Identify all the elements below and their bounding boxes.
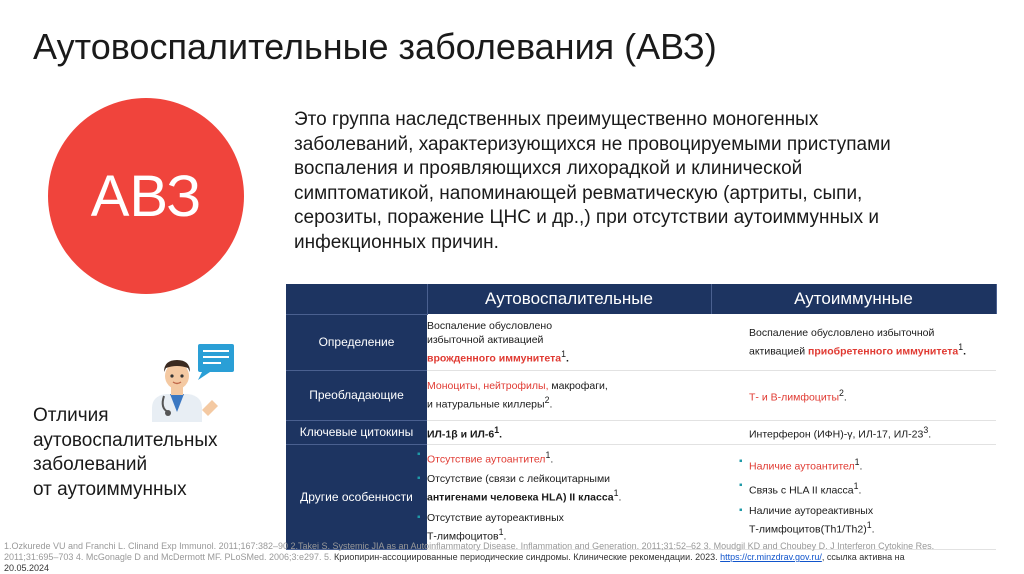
definition-autoimmune: Воспаление обусловлено избыточной активацией приобретенного иммунитета$^1$.	[711, 314, 996, 370]
row-header-predominant: Преобладающие	[286, 370, 427, 420]
table-row	[286, 314, 996, 370]
cytokines-autoimmune: Интерферон (ИФН)-γ, ИЛ-17, $ИЛ-23^3$.	[711, 420, 996, 444]
bullet-icon: ▪	[739, 504, 743, 516]
table-row	[286, 420, 996, 444]
badge-label: АВЗ	[90, 163, 202, 229]
table-row	[286, 444, 996, 550]
reference-link[interactable]: https://cr.minzdrav.gov.ru/	[720, 552, 822, 562]
abbreviation-badge	[48, 98, 244, 294]
list-item: ▪ Наличие аутоантител$^1$.	[739, 455, 863, 472]
definition-autoinflammatory: Воспаление обусловлено избыточной активацией врожденного иммунитета$^1$.	[427, 314, 711, 370]
predominant-autoinflammatory: Моноциты, нейтрофилы, макрофаги, и натуральные киллеры$^2$.	[427, 370, 711, 420]
bullet-icon: ▪	[417, 448, 421, 460]
list-item: ▪ Отсутствие аутореактивных Т-лимфоцитов$^1$.	[417, 511, 564, 542]
table-corner	[286, 284, 427, 314]
comparison-table	[286, 284, 997, 550]
row-header-cytokines: Ключевые цитокины	[286, 420, 427, 444]
bullet-icon: ▪	[739, 455, 743, 467]
bullet-icon: ▪	[417, 511, 421, 523]
row-header-other: Другие особенности	[286, 444, 427, 550]
predominant-autoimmune: Т- и В-лимфоциты$^2$.	[711, 370, 996, 420]
table-row	[286, 370, 996, 420]
list-item: ▪ Отсутствие (связи с лейкоцитарными антигенами человека HLA) II класса$^1$.	[417, 473, 622, 504]
cytokines-autoinflammatory: ИЛ-1β и $ИЛ-6^1$.	[427, 420, 711, 444]
column-header-autoimmune: Аутоиммунные	[711, 284, 996, 314]
table-header-row	[286, 284, 996, 314]
references-footer: 1.Ozkurede VU and Franchi L. Clinand Exp Immunol. 2011;167:382–90 2.Takei S. Systemic JIA as an Autoinflammatory Disease. Inflammation and Generation. 2011;31:52–62 3. Moudgil KD and Choubey D. J Interferon Cytokine Res. 2011;31:695–703 4. McGonagle D and McDermott MF. PLoSMed. 2006;3:e297. 5. Криопирин-ассоциированные периодические синдромы. Клинические рекомендации. 2023. https://cr.minzdrav.gov.ru/, ссылка активна на 20.05.2024	[4, 541, 935, 573]
bullet-icon: ▪	[417, 473, 421, 484]
bullet-icon: ▪	[739, 480, 743, 491]
other-autoimmune	[711, 444, 996, 550]
list-item: ▪ Отсутствие аутоантител$^1$.	[417, 448, 554, 465]
differences-caption: Отличия аутовоспалительных заболеваний от аутоиммунных	[33, 405, 218, 500]
page-title: Аутовоспалительные заболевания (АВЗ)	[33, 26, 717, 67]
intro-paragraph: Это группа наследственных преимущественно моногенных заболеваний, характеризующихся не провоцируемыми приступами воспаления и проявляющихся лихорадкой и клинической симптоматикой, напоминающей ревматическую (артриты, сыпи, серозиты, поражение ЦНС и др.,) при отсутствии аутоиммунных и инфекционных причин.	[294, 109, 891, 253]
list-item: ▪ Наличие аутореактивных $Т-лимфоцитов(Th1/Th2)^1$.	[739, 504, 875, 535]
row-header-definition: Определение	[286, 314, 427, 370]
column-header-autoinflammatory: Аутовоспалительные	[427, 284, 711, 314]
list-item: ▪ Связь с HLA II класса$^1$.	[739, 480, 862, 497]
other-autoinflammatory	[417, 444, 711, 550]
